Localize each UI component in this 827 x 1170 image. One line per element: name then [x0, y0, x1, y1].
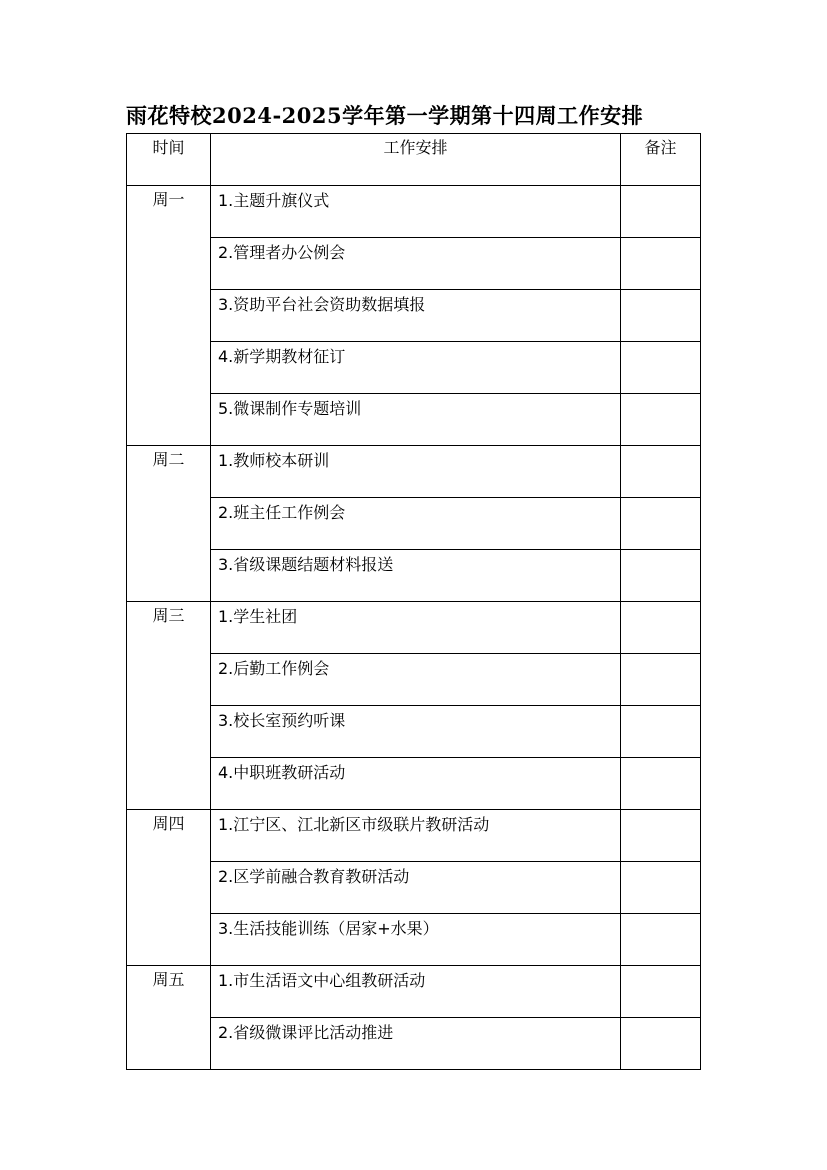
- day-label: 周三: [152, 606, 185, 625]
- note-cell: [621, 758, 701, 810]
- plan-item-text: 4.新学期教材征订: [218, 347, 346, 366]
- note-cell: [621, 394, 701, 446]
- plan-item-cell: [211, 446, 621, 498]
- table-row: [127, 758, 701, 810]
- table-row: [127, 550, 701, 602]
- note-cell: [621, 446, 701, 498]
- plan-item-cell: [211, 706, 621, 758]
- document-title: 雨花特校2024-2025学年第一学期第十四周工作安排: [126, 103, 644, 128]
- plan-item-text: 3.省级课题结题材料报送: [218, 555, 394, 574]
- table-row: [127, 238, 701, 290]
- header-plan: 工作安排: [383, 138, 448, 157]
- plan-item-cell: [211, 238, 621, 290]
- plan-item-cell: [211, 186, 621, 238]
- table-row: [127, 394, 701, 446]
- table-row: [127, 862, 701, 914]
- day-cell: [127, 186, 211, 446]
- day-cell: [127, 810, 211, 966]
- plan-item-text: 2.后勤工作例会: [218, 659, 330, 678]
- table-row: [127, 654, 701, 706]
- note-cell: [621, 186, 701, 238]
- plan-item-text: 1.主题升旗仪式: [218, 191, 330, 210]
- day-cell: [127, 446, 211, 602]
- plan-item-text: 1.教师校本研训: [218, 451, 330, 470]
- plan-item-cell: [211, 758, 621, 810]
- note-cell: [621, 862, 701, 914]
- note-cell: [621, 238, 701, 290]
- plan-item-text: 2.区学前融合教育教研活动: [218, 867, 410, 886]
- note-cell: [621, 342, 701, 394]
- plan-item-text: 3.生活技能训练（居家+水果）: [218, 919, 439, 938]
- note-cell: [621, 1018, 701, 1070]
- table-row: [127, 706, 701, 758]
- plan-item-cell: [211, 914, 621, 966]
- note-cell: [621, 654, 701, 706]
- header-time: 时间: [152, 138, 185, 157]
- table-row: [127, 914, 701, 966]
- plan-item-cell: [211, 550, 621, 602]
- plan-item-text: 3.校长室预约听课: [218, 711, 346, 730]
- note-cell: [621, 706, 701, 758]
- header-cell-plan: [211, 134, 621, 186]
- plan-item-text: 2.班主任工作例会: [218, 503, 346, 522]
- table-row: [127, 446, 701, 498]
- plan-item-cell: [211, 966, 621, 1018]
- note-cell: [621, 966, 701, 1018]
- plan-item-text: 1.学生社团: [218, 607, 298, 626]
- plan-item-cell: [211, 862, 621, 914]
- day-label: 周二: [152, 450, 185, 469]
- plan-item-cell: [211, 654, 621, 706]
- plan-item-text: 1.江宁区、江北新区市级联片教研活动: [218, 815, 490, 834]
- table-row: [127, 186, 701, 238]
- plan-item-cell: [211, 394, 621, 446]
- plan-item-cell: [211, 342, 621, 394]
- plan-item-cell: [211, 602, 621, 654]
- table-row: [127, 810, 701, 862]
- header-cell-time: [127, 134, 211, 186]
- table-row: [127, 1018, 701, 1070]
- note-cell: [621, 550, 701, 602]
- note-cell: [621, 810, 701, 862]
- plan-item-text: 5.微课制作专题培训: [218, 399, 362, 418]
- day-label: 周一: [152, 190, 185, 209]
- note-cell: [621, 602, 701, 654]
- plan-item-text: 4.中职班教研活动: [218, 763, 346, 782]
- work-schedule-table: [126, 133, 701, 1070]
- plan-item-cell: [211, 1018, 621, 1070]
- plan-item-text: 2.省级微课评比活动推进: [218, 1023, 394, 1042]
- header-cell-note: [621, 134, 701, 186]
- plan-item-text: 3.资助平台社会资助数据填报: [218, 295, 426, 314]
- note-cell: [621, 498, 701, 550]
- day-label: 周四: [152, 814, 185, 833]
- note-cell: [621, 290, 701, 342]
- plan-item-text: 2.管理者办公例会: [218, 243, 346, 262]
- plan-item-cell: [211, 498, 621, 550]
- table-row: [127, 290, 701, 342]
- table-row: [127, 966, 701, 1018]
- table-row: [127, 602, 701, 654]
- table-row: [127, 342, 701, 394]
- day-cell: [127, 966, 211, 1070]
- plan-item-cell: [211, 290, 621, 342]
- plan-item-text: 1.市生活语文中心组教研活动: [218, 971, 426, 990]
- plan-item-cell: [211, 810, 621, 862]
- table-header-row: [127, 134, 701, 186]
- table-row: [127, 498, 701, 550]
- day-label: 周五: [152, 970, 185, 989]
- note-cell: [621, 914, 701, 966]
- header-note: 备注: [644, 138, 677, 157]
- day-cell: [127, 602, 211, 810]
